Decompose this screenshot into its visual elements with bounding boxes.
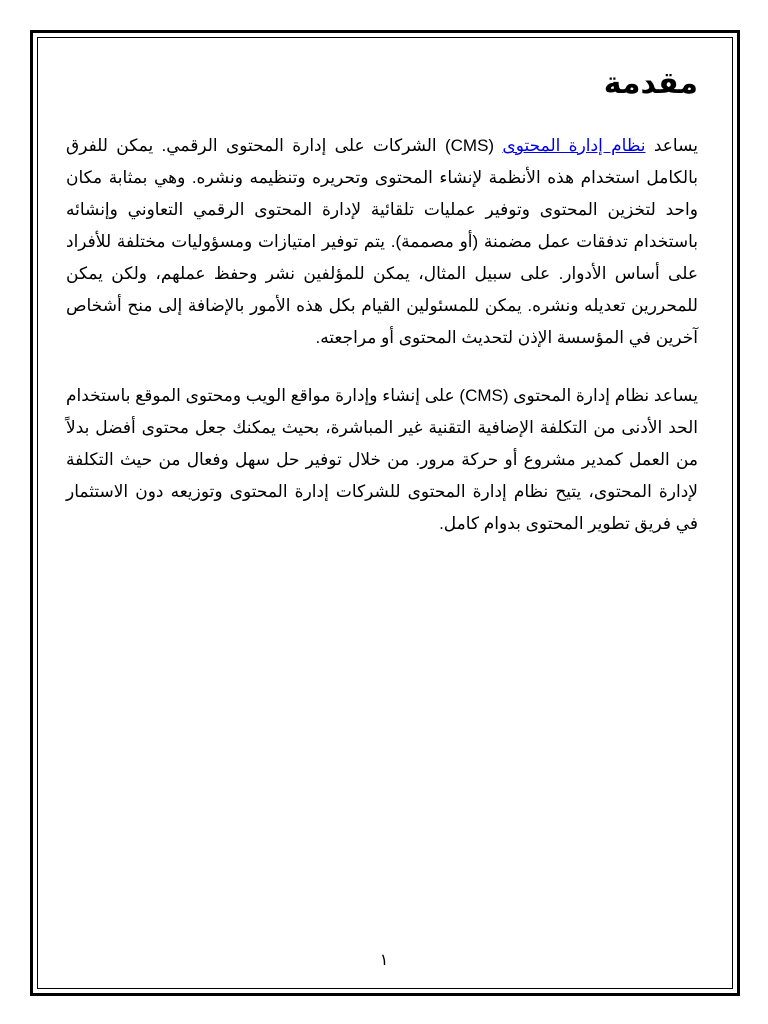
paragraph-1-prefix: يساعد bbox=[653, 136, 698, 155]
document-title: مقدمة bbox=[603, 67, 698, 100]
paragraph-1-rest: (CMS) الشركات على إدارة المحتوى الرقمي. يمكن للفرق بالكامل استخدام هذه الأنظمة لإنشاء المحتوى وتحريره وتنظيمه ونشره. وهي بمثابة مكان واحد لتخزين المحتوى وتوفير عمليات تلقائية لإدارة المحتوى الرقمي التعاوني وإنشائه باستخدام تدفقات عمل مضمنة (أو مصممة). يتم توفير امتيازات ومسؤوليات مختلفة للأفراد على أساس الأدوار. على سبيل المثال، يمكن للمؤلفين نشر وحفظ عملهم، ولكن يمكن للمحررين تعديله ونشره. يمكن للمسئولين القيام بكل هذه الأمور بالإضافة إلى منح أشخاص آخرين في المؤسسة الإذن لتحديث المحتوى أو مراجعته. bbox=[66, 136, 698, 347]
page-number: ١ bbox=[379, 952, 389, 969]
paragraph-2: يساعد نظام إدارة المحتوى (CMS) على إنشاء وإدارة مواقع الويب ومحتوى الموقع باستخدام الحد الأدنى من التكلفة الإضافية التقنية غير المباشرة، بحيث يمكنك جعل محتوى أفضل بدلاً من العمل كمدير مشروع أو حركة مرور. من خلال توفير حل سهل وفعال من حيث التكلفة لإدارة المحتوى، يتيح نظام إدارة المحتوى للشركات إدارة المحتوى وتوزيعه دون الاستثمار في فريق تطوير المحتوى بدوام كامل. bbox=[66, 386, 699, 533]
cms-link[interactable]: نظام إدارة المحتوى bbox=[502, 136, 646, 155]
document-page bbox=[66, 60, 698, 566]
paragraph-1 bbox=[66, 130, 698, 354]
